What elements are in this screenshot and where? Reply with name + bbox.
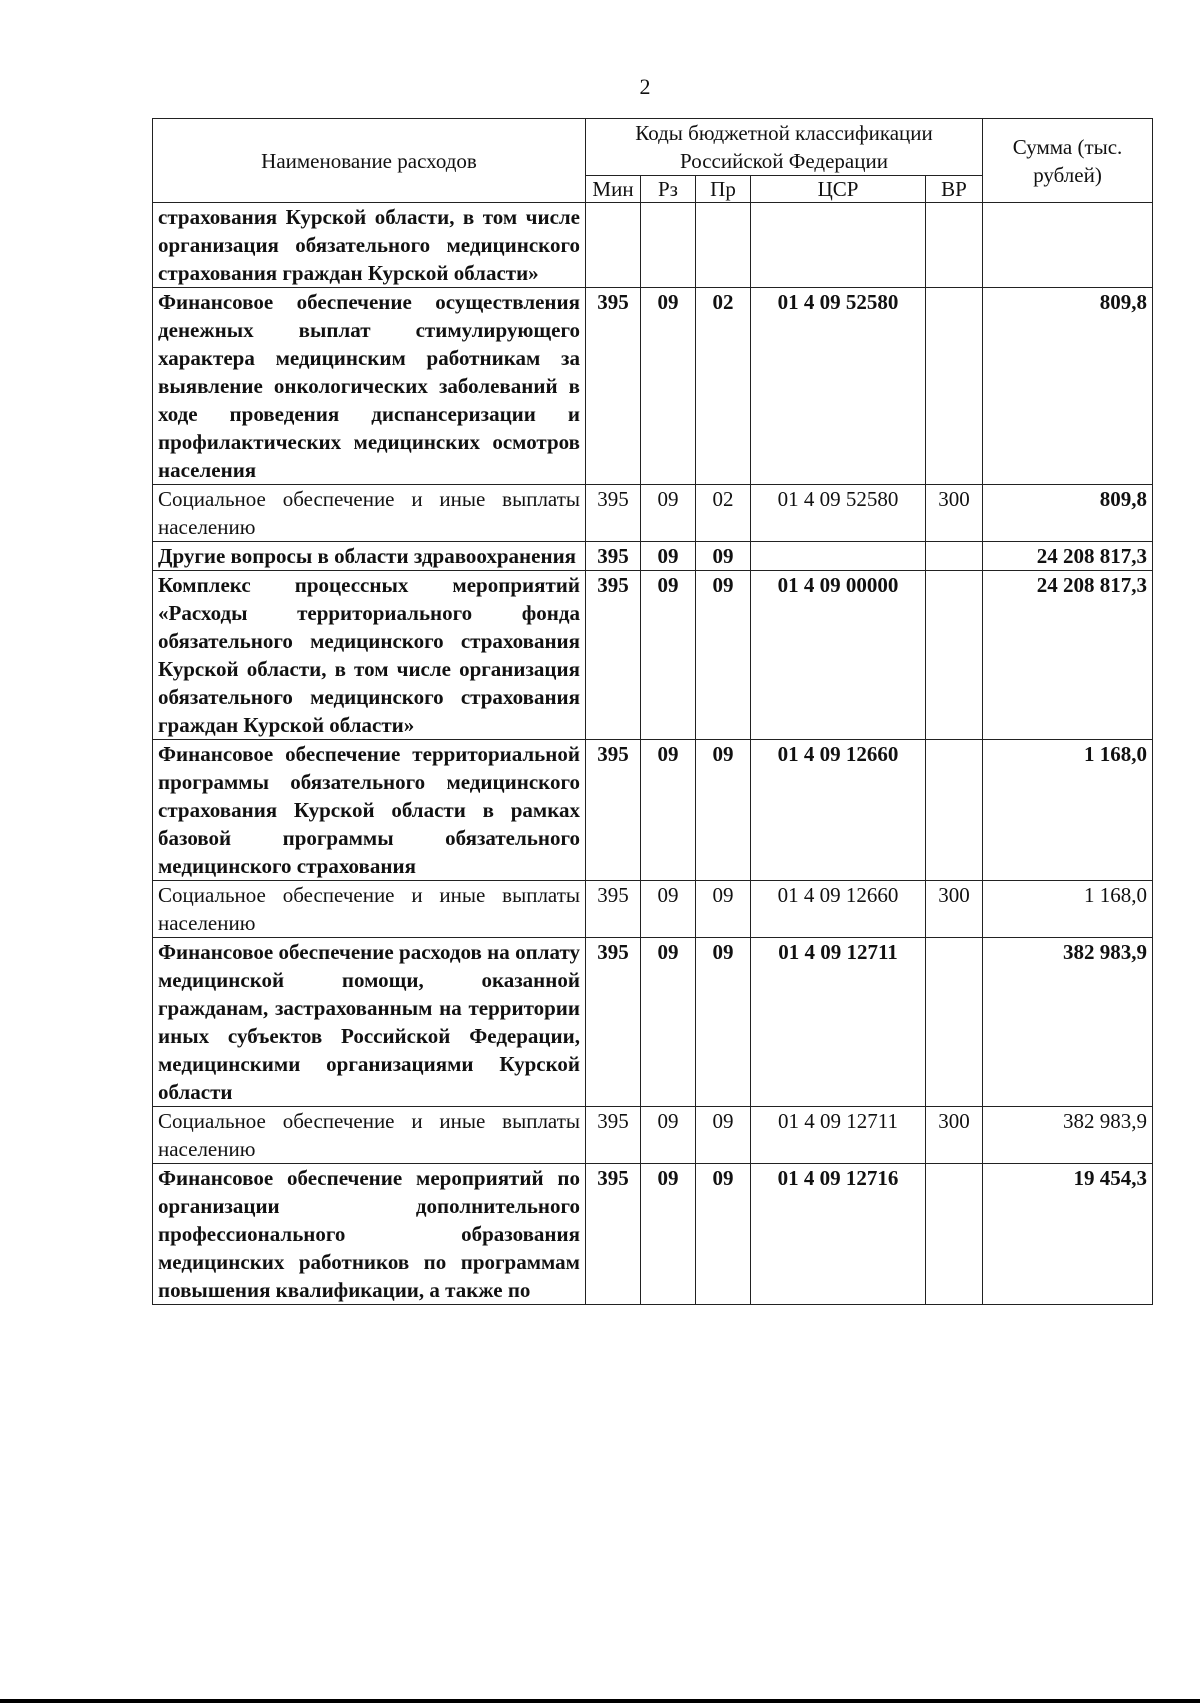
- row-csr: 01 4 09 52580: [751, 485, 926, 542]
- row-vr: [926, 203, 983, 288]
- row-sum: 24 208 817,3: [983, 542, 1153, 571]
- row-csr: 01 4 09 00000: [751, 571, 926, 740]
- row-name: Социальное обеспечение и иные выплаты населению: [153, 881, 586, 938]
- row-rz: 09: [641, 1107, 696, 1164]
- row-csr: 01 4 09 12716: [751, 1164, 926, 1305]
- table-row: [153, 571, 1153, 740]
- row-min: 395: [586, 571, 641, 740]
- header-vr: ВР: [926, 176, 983, 203]
- row-name: Финансовое обеспечение территориальной программы обязательного медицинского страхования Курской области в рамках базовой программы обязательного медицинского страхования: [153, 740, 586, 881]
- row-min: 395: [586, 1107, 641, 1164]
- row-csr: 01 4 09 12660: [751, 881, 926, 938]
- header-codes-group: Коды бюджетной классификации Российской Федерации: [586, 119, 983, 176]
- table-row: [153, 203, 1153, 288]
- row-pr: 09: [696, 881, 751, 938]
- row-sum: [983, 203, 1153, 288]
- table-row: [153, 938, 1153, 1107]
- row-min: 395: [586, 485, 641, 542]
- row-vr: [926, 938, 983, 1107]
- header-pr: Пр: [696, 176, 751, 203]
- row-sum: 382 983,9: [983, 938, 1153, 1107]
- row-name: Финансовое обеспечение расходов на оплату медицинской помощи, оказанной гражданам, застрахованным на территории иных субъектов Российской Федерации, медицинскими организациями Курской области: [153, 938, 586, 1107]
- header-sum-column: Сумма (тыс. рублей): [983, 119, 1153, 203]
- row-rz: [641, 203, 696, 288]
- row-vr: [926, 288, 983, 485]
- row-pr: 09: [696, 740, 751, 881]
- row-sum: 19 454,3: [983, 1164, 1153, 1305]
- row-pr: 09: [696, 571, 751, 740]
- header-name-column: Наименование расходов: [153, 119, 586, 203]
- row-pr: 09: [696, 1107, 751, 1164]
- row-sum: 24 208 817,3: [983, 571, 1153, 740]
- row-sum: 1 168,0: [983, 881, 1153, 938]
- header-rz: Рз: [641, 176, 696, 203]
- page-number: 2: [639, 74, 651, 99]
- row-sum: 1 168,0: [983, 740, 1153, 881]
- row-csr: [751, 203, 926, 288]
- row-pr: [696, 203, 751, 288]
- row-pr: 02: [696, 288, 751, 485]
- page-bottom-rule: [0, 1699, 1200, 1703]
- header-csr: ЦСР: [751, 176, 926, 203]
- row-csr: 01 4 09 12711: [751, 1107, 926, 1164]
- row-rz: 09: [641, 938, 696, 1107]
- row-pr: 09: [696, 938, 751, 1107]
- row-min: 395: [586, 740, 641, 881]
- table-row: [153, 881, 1153, 938]
- row-vr: 300: [926, 1107, 983, 1164]
- row-vr: 300: [926, 881, 983, 938]
- header-min: Мин: [586, 176, 641, 203]
- row-name: Комплекс процессных мероприятий «Расходы территориального фонда обязательного медицинского страхования Курской области, в том числе организация обязательного медицинского страхования граждан Курской области»: [153, 571, 586, 740]
- row-csr: [751, 542, 926, 571]
- table-row: [153, 1164, 1153, 1305]
- row-vr: [926, 542, 983, 571]
- row-min: 395: [586, 1164, 641, 1305]
- row-csr: 01 4 09 12660: [751, 740, 926, 881]
- row-name: Финансовое обеспечение осуществления денежных выплат стимулирующего характера медицинским работникам за выявление онкологических заболеваний в ходе проведения диспансеризации и профилактических медицинских осмотров населения: [153, 288, 586, 485]
- row-sum: 809,8: [983, 288, 1153, 485]
- row-rz: 09: [641, 542, 696, 571]
- row-sum: 382 983,9: [983, 1107, 1153, 1164]
- row-pr: 02: [696, 485, 751, 542]
- row-min: [586, 203, 641, 288]
- budget-expenses-table: [152, 118, 1153, 1305]
- row-sum: 809,8: [983, 485, 1153, 542]
- row-rz: 09: [641, 881, 696, 938]
- row-name: Другие вопросы в области здравоохранения: [153, 542, 586, 571]
- row-min: 395: [586, 288, 641, 485]
- row-name: страхования Курской области, в том числе организация обязательного медицинского страхования граждан Курской области»: [153, 203, 586, 288]
- row-vr: [926, 1164, 983, 1305]
- row-min: 395: [586, 938, 641, 1107]
- row-rz: 09: [641, 485, 696, 542]
- row-name: Социальное обеспечение и иные выплаты населению: [153, 485, 586, 542]
- row-vr: [926, 571, 983, 740]
- table-row: [153, 1107, 1153, 1164]
- row-rz: 09: [641, 740, 696, 881]
- row-csr: 01 4 09 12711: [751, 938, 926, 1107]
- table-row: [153, 542, 1153, 571]
- row-pr: 09: [696, 542, 751, 571]
- row-rz: 09: [641, 288, 696, 485]
- row-vr: [926, 740, 983, 881]
- row-min: 395: [586, 542, 641, 571]
- table-row: [153, 740, 1153, 881]
- row-csr: 01 4 09 52580: [751, 288, 926, 485]
- row-name: Социальное обеспечение и иные выплаты населению: [153, 1107, 586, 1164]
- row-name: Финансовое обеспечение мероприятий по организации дополнительного профессионального образования медицинских работников по программам повышения квалификации, а также по: [153, 1164, 586, 1305]
- row-min: 395: [586, 881, 641, 938]
- row-rz: 09: [641, 1164, 696, 1305]
- row-rz: 09: [641, 571, 696, 740]
- table-row: [153, 288, 1153, 485]
- row-pr: 09: [696, 1164, 751, 1305]
- row-vr: 300: [926, 485, 983, 542]
- table-row: [153, 485, 1153, 542]
